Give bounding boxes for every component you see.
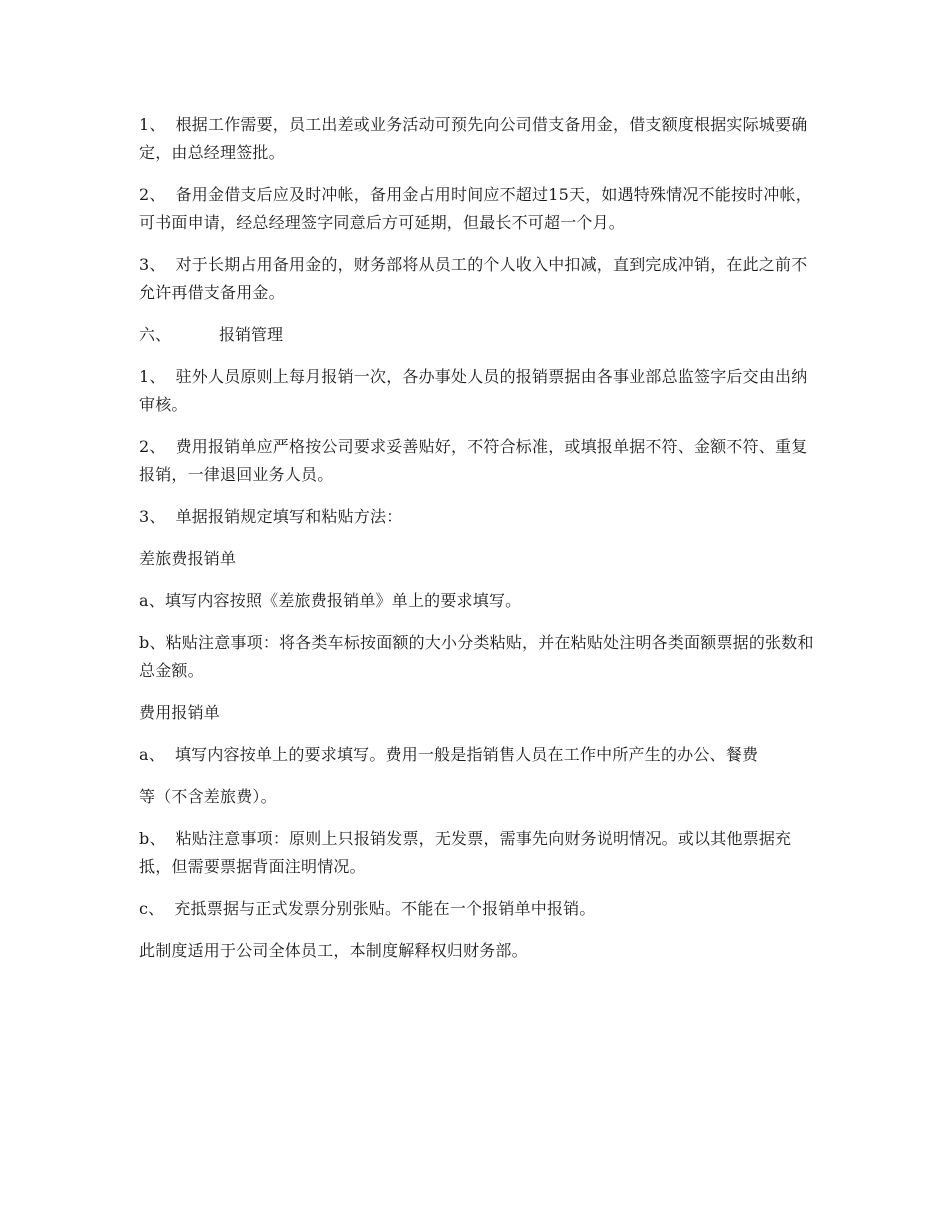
- reimburse-rule-2-num: 2、: [139, 437, 166, 456]
- reimburse-rule-1: [139, 363, 814, 419]
- loan-rule-1-num: 1、: [139, 115, 166, 134]
- reimburse-rule-1-num: 1、: [139, 367, 166, 386]
- expense-form-title: 费用报销单: [139, 703, 221, 722]
- expense-form-item-a-line1: [139, 741, 814, 769]
- travel-form-title: 差旅费报销单: [139, 549, 237, 568]
- section-6-heading: [139, 321, 814, 349]
- reimburse-rule-2: [139, 433, 814, 489]
- expense-form-item-b-num: b、: [139, 829, 166, 848]
- travel-form-item-b: b、粘贴注意事项：将各类车标按面额的大小分类粘贴，并在粘贴处注明各类面额票据的张数和总金额。: [139, 633, 814, 680]
- loan-rule-1: [139, 111, 814, 167]
- loan-rule-2-num: 2、: [139, 185, 166, 204]
- section-6-title: 报销管理: [219, 325, 284, 344]
- loan-rule-2-text: 备用金借支后应及时冲帐，备用金占用时间应不超过15天，如遇特殊情况不能按时冲帐，可书面申请，经总经理签字同意后方可延期，但最长不可超一个月。: [139, 185, 812, 232]
- closing-statement: 此制度适用于公司全体员工，本制度解释权归财务部。: [139, 941, 528, 960]
- expense-form-item-a-text: 填写内容按单上的要求填写。费用一般是指销售人员在工作中所产生的办公、餐费: [174, 745, 759, 764]
- travel-form-item-a: a、填写内容按照《差旅费报销单》单上的要求填写。: [139, 591, 522, 610]
- loan-rule-3-text: 对于长期占用备用金的，财务部将从员工的个人收入中扣减，直到完成冲销，在此之前不允许再借支备用金。: [139, 255, 808, 302]
- loan-rule-3-num: 3、: [139, 255, 166, 274]
- expense-form-item-a-line2: 等（不含差旅费）。: [139, 787, 277, 806]
- loan-rule-2: [139, 181, 814, 237]
- reimburse-rule-3-num: 3、: [139, 507, 166, 526]
- reimburse-rule-1-text: 驻外人员原则上每月报销一次，各办事处人员的报销票据由各事业部总监签字后交由出纳审核。: [139, 367, 808, 414]
- section-6-num: 六、: [139, 325, 172, 344]
- expense-form-item-b-text: 粘贴注意事项：原则上只报销发票，无发票，需事先向财务说明情况。或以其他票据充抵，但需要票据背面注明情况。: [139, 829, 792, 876]
- document-page: [139, 111, 814, 979]
- expense-form-item-b: [139, 825, 814, 881]
- expense-form-item-a-num: a、: [139, 745, 165, 764]
- loan-rule-1-text: 根据工作需要，员工出差或业务活动可预先向公司借支备用金，借支额度根据实际城要确定，由总经理签批。: [139, 115, 808, 162]
- expense-form-item-c-num: c、: [139, 899, 165, 918]
- reimburse-rule-2-text: 费用报销单应严格按公司要求妥善贴好，不符合标准，或填报单据不符、金额不符、重复报销，一律退回业务人员。: [139, 437, 808, 484]
- loan-rule-3: [139, 251, 814, 307]
- reimburse-rule-3-text: 单据报销规定填写和粘贴方法：: [175, 507, 403, 526]
- expense-form-item-c: [139, 895, 814, 923]
- expense-form-item-c-text: 充抵票据与正式发票分别张贴。不能在一个报销单中报销。: [174, 899, 596, 918]
- reimburse-rule-3: [139, 503, 814, 531]
